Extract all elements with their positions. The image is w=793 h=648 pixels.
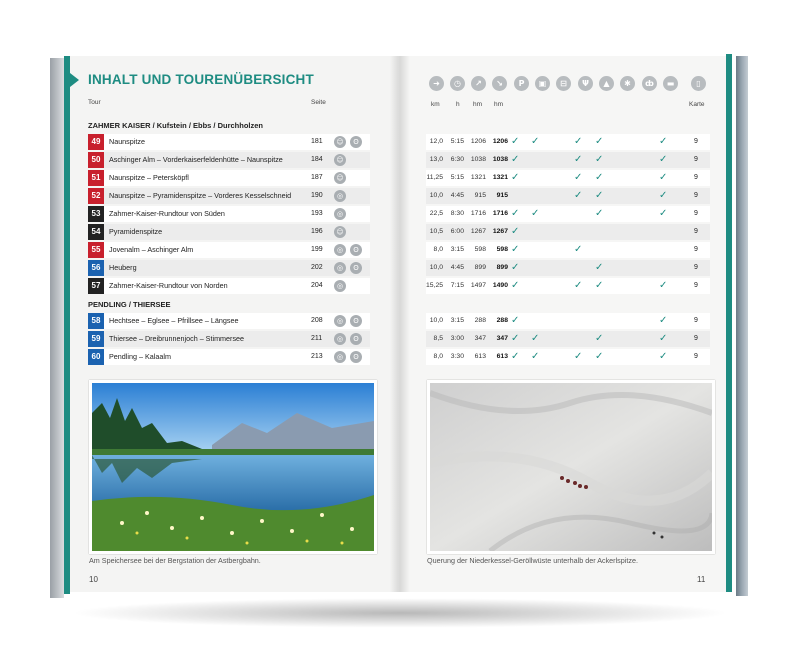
tour-km: 11,25 bbox=[426, 174, 443, 181]
tour-row bbox=[88, 224, 370, 240]
tour-page: 202 bbox=[311, 264, 323, 271]
summit-icon: ▲ bbox=[599, 76, 614, 91]
header-hm-up: hm bbox=[473, 101, 483, 108]
tour-duration: 3:30 bbox=[450, 353, 464, 360]
circle-icon: ◎ bbox=[334, 333, 346, 345]
tour-ascent: 899 bbox=[474, 264, 486, 271]
tour-row-data bbox=[426, 206, 710, 222]
snowflake-icon: ✱ bbox=[620, 76, 635, 91]
check-icon: ✓ bbox=[595, 351, 604, 362]
tour-map: 9 bbox=[694, 264, 698, 271]
tour-row bbox=[88, 206, 370, 222]
tour-row bbox=[88, 313, 370, 329]
check-icon: ✓ bbox=[511, 208, 520, 219]
section-title-2: PENDLING / THIERSEE bbox=[88, 300, 171, 309]
child-icon: ☺ bbox=[334, 154, 346, 166]
tour-km: 8,5 bbox=[433, 335, 443, 342]
tour-name: Heuberg bbox=[109, 263, 137, 272]
tour-page: 193 bbox=[311, 210, 323, 217]
circle-icon: ◎ bbox=[334, 280, 346, 292]
child-icon: ☺ bbox=[334, 136, 346, 148]
tour-descent: 288 bbox=[496, 317, 508, 324]
tour-page: 199 bbox=[311, 246, 323, 253]
tour-name: Naunspitze bbox=[109, 137, 145, 146]
tour-map: 9 bbox=[694, 210, 698, 217]
check-icon: ✓ bbox=[511, 244, 520, 255]
tour-descent: 1267 bbox=[492, 228, 508, 235]
check-icon: ✓ bbox=[574, 190, 583, 201]
check-icon: ✓ bbox=[574, 351, 583, 362]
check-icon: ✓ bbox=[511, 315, 520, 326]
tour-name: Zahmer-Kaiser-Rundtour von Süden bbox=[109, 209, 225, 218]
tour-number: 57 bbox=[88, 278, 104, 294]
tour-row bbox=[88, 278, 370, 294]
tour-name: Naunspitze – Petersköpfl bbox=[109, 173, 189, 182]
tour-row-data bbox=[426, 349, 710, 365]
circle-icon: ◎ bbox=[334, 351, 346, 363]
tour-row bbox=[88, 242, 370, 258]
tour-row-data bbox=[426, 313, 710, 329]
book-shadow bbox=[70, 598, 730, 628]
check-icon: ✓ bbox=[659, 136, 668, 147]
check-icon: ✓ bbox=[531, 136, 540, 147]
check-icon: ✓ bbox=[511, 226, 520, 237]
circle-icon: ◎ bbox=[334, 262, 346, 274]
check-icon: ✓ bbox=[574, 244, 583, 255]
tour-km: 13,0 bbox=[429, 156, 443, 163]
tour-duration: 4:45 bbox=[450, 192, 464, 199]
tour-number: 54 bbox=[88, 224, 104, 240]
tour-map: 9 bbox=[694, 138, 698, 145]
tour-row-data bbox=[426, 170, 710, 186]
check-icon: ✓ bbox=[595, 154, 604, 165]
tour-page: 196 bbox=[311, 228, 323, 235]
tour-number: 52 bbox=[88, 188, 104, 204]
bear-icon: ʘ bbox=[350, 244, 362, 256]
tour-descent: 899 bbox=[496, 264, 508, 271]
tour-page: 208 bbox=[311, 317, 323, 324]
bear-icon: ʘ bbox=[350, 315, 362, 327]
tour-duration: 5:15 bbox=[450, 138, 464, 145]
tour-row-data bbox=[426, 260, 710, 276]
clock-icon: ◷ bbox=[450, 76, 465, 91]
ascent-icon: ↗ bbox=[471, 76, 486, 91]
tour-number: 55 bbox=[88, 242, 104, 258]
tour-page: 190 bbox=[311, 192, 323, 199]
tour-km: 12,0 bbox=[429, 138, 443, 145]
tour-name: Jovenalm – Aschinger Alm bbox=[109, 245, 194, 254]
bear-icon: ʘ bbox=[350, 262, 362, 274]
bus-icon: ▣ bbox=[535, 76, 550, 91]
check-icon: ✓ bbox=[511, 154, 520, 165]
check-icon: ✓ bbox=[659, 154, 668, 165]
tour-map: 9 bbox=[694, 192, 698, 199]
tour-duration: 5:15 bbox=[450, 174, 464, 181]
tour-ascent: 1267 bbox=[470, 228, 486, 235]
circle-icon: ◎ bbox=[334, 315, 346, 327]
check-icon: ✓ bbox=[511, 280, 520, 291]
descent-icon: ↘ bbox=[492, 76, 507, 91]
check-icon: ✓ bbox=[595, 172, 604, 183]
direction-icon: ➜ bbox=[429, 76, 444, 91]
tour-descent: 1038 bbox=[492, 156, 508, 163]
child-icon: ☺ bbox=[334, 226, 346, 238]
tour-ascent: 1206 bbox=[470, 138, 486, 145]
tour-name: Zahmer-Kaiser-Rundtour von Norden bbox=[109, 281, 228, 290]
child-icon: ☺ bbox=[334, 172, 346, 184]
tour-number: 58 bbox=[88, 313, 104, 329]
tour-row bbox=[88, 170, 370, 186]
circle-icon: ◎ bbox=[334, 244, 346, 256]
check-icon: ✓ bbox=[595, 262, 604, 273]
teal-margin-right bbox=[726, 54, 732, 592]
book-gutter bbox=[390, 56, 410, 592]
tour-map: 9 bbox=[694, 156, 698, 163]
tour-descent: 613 bbox=[496, 353, 508, 360]
check-icon: ✓ bbox=[574, 136, 583, 147]
check-icon: ✓ bbox=[595, 208, 604, 219]
tour-page: 213 bbox=[311, 353, 323, 360]
parking-icon: P bbox=[514, 76, 529, 91]
tour-row bbox=[88, 188, 370, 204]
tour-number: 51 bbox=[88, 170, 104, 186]
tour-name: Pyramidenspitze bbox=[109, 227, 163, 236]
tour-descent: 1716 bbox=[492, 210, 508, 217]
page-number-left: 10 bbox=[89, 575, 98, 584]
check-icon: ✓ bbox=[595, 280, 604, 291]
tour-map: 9 bbox=[694, 335, 698, 342]
tour-row bbox=[88, 134, 370, 150]
check-icon: ✓ bbox=[659, 315, 668, 326]
check-icon: ✓ bbox=[511, 262, 520, 273]
tour-page: 211 bbox=[311, 335, 323, 342]
check-icon: ✓ bbox=[659, 351, 668, 362]
tour-duration: 7:15 bbox=[450, 282, 464, 289]
tour-ascent: 1716 bbox=[470, 210, 486, 217]
check-icon: ✓ bbox=[595, 136, 604, 147]
tour-descent: 915 bbox=[496, 192, 508, 199]
check-icon: ✓ bbox=[574, 154, 583, 165]
tour-row-data bbox=[426, 134, 710, 150]
bike-icon: ȸ bbox=[642, 76, 657, 91]
tour-descent: 1321 bbox=[492, 174, 508, 181]
tour-number: 60 bbox=[88, 349, 104, 365]
tour-name: Hechtsee – Eglsee – Pfrillsee – Längsee bbox=[109, 316, 239, 325]
check-icon: ✓ bbox=[595, 333, 604, 344]
tour-page: 204 bbox=[311, 282, 323, 289]
tour-number: 53 bbox=[88, 206, 104, 222]
header-seite: Seite bbox=[311, 99, 326, 106]
title-arrow-icon bbox=[70, 73, 79, 87]
header-h: h bbox=[456, 101, 460, 108]
tour-duration: 6:00 bbox=[450, 228, 464, 235]
tour-descent: 598 bbox=[496, 246, 508, 253]
page-title: INHALT UND TOURENÜBERSICHT bbox=[88, 72, 314, 87]
tour-km: 15,25 bbox=[426, 282, 444, 289]
check-icon: ✓ bbox=[574, 280, 583, 291]
tour-map: 9 bbox=[694, 174, 698, 181]
tour-duration: 4:45 bbox=[450, 264, 464, 271]
tour-km: 22,5 bbox=[429, 210, 443, 217]
tour-ascent: 1321 bbox=[470, 174, 486, 181]
bear-icon: ʘ bbox=[350, 136, 362, 148]
restaurant-icon: Ψ bbox=[578, 76, 593, 91]
tour-descent: 347 bbox=[496, 335, 508, 342]
tour-ascent: 598 bbox=[474, 246, 486, 253]
check-icon: ✓ bbox=[659, 280, 668, 291]
tour-map: 9 bbox=[694, 353, 698, 360]
tour-map: 9 bbox=[694, 246, 698, 253]
tour-ascent: 1038 bbox=[470, 156, 486, 163]
tour-name: Aschinger Alm – Vorderkaiserfeldenhütte – Naunspitze bbox=[109, 155, 283, 164]
train-icon: ▬ bbox=[663, 76, 678, 91]
header-km: km bbox=[431, 101, 440, 108]
tour-ascent: 347 bbox=[474, 335, 486, 342]
tour-ascent: 915 bbox=[474, 192, 486, 199]
tour-duration: 6:30 bbox=[450, 156, 464, 163]
circle-icon: ◎ bbox=[334, 208, 346, 220]
check-icon: ✓ bbox=[531, 208, 540, 219]
tour-name: Pendling – Kalaalm bbox=[109, 352, 171, 361]
check-icon: ✓ bbox=[659, 208, 668, 219]
tour-km: 10,5 bbox=[429, 228, 443, 235]
tour-map: 9 bbox=[694, 317, 698, 324]
tour-row bbox=[88, 349, 370, 365]
tour-ascent: 288 bbox=[474, 317, 486, 324]
tour-ascent: 1497 bbox=[470, 282, 486, 289]
tour-page: 184 bbox=[311, 156, 323, 163]
tour-row bbox=[88, 152, 370, 168]
tour-number: 49 bbox=[88, 134, 104, 150]
tour-name: Thiersee – Dreibrunnenjoch – Stimmersee bbox=[109, 334, 245, 343]
tour-number: 59 bbox=[88, 331, 104, 347]
book-edge-right bbox=[736, 56, 748, 596]
tour-map: 9 bbox=[694, 282, 698, 289]
caption-right: Querung der Niederkessel-Geröllwüste unterhalb der Ackerlspitze. bbox=[427, 556, 638, 565]
check-icon: ✓ bbox=[511, 351, 520, 362]
book-edge-left bbox=[50, 58, 64, 598]
check-icon: ✓ bbox=[511, 333, 520, 344]
tour-duration: 3:00 bbox=[450, 335, 464, 342]
check-icon: ✓ bbox=[574, 172, 583, 183]
bear-icon: ʘ bbox=[350, 333, 362, 345]
tour-duration: 3:15 bbox=[450, 246, 464, 253]
tour-page: 181 bbox=[311, 138, 323, 145]
check-icon: ✓ bbox=[511, 136, 520, 147]
tour-row-data bbox=[426, 152, 710, 168]
tour-row-data bbox=[426, 331, 710, 347]
tour-descent: 1490 bbox=[492, 282, 508, 289]
tour-row bbox=[88, 331, 370, 347]
caption-left: Am Speichersee bei der Bergstation der Astbergbahn. bbox=[89, 556, 261, 565]
tour-km: 10,0 bbox=[429, 317, 443, 324]
check-icon: ✓ bbox=[531, 351, 540, 362]
tour-km: 8,0 bbox=[433, 353, 443, 360]
tour-number: 56 bbox=[88, 260, 104, 276]
tour-row bbox=[88, 260, 370, 276]
tour-km: 10,0 bbox=[429, 192, 443, 199]
tour-page: 187 bbox=[311, 174, 323, 181]
map-icon: ▯ bbox=[691, 76, 706, 91]
tour-descent: 1206 bbox=[492, 138, 508, 145]
check-icon: ✓ bbox=[659, 333, 668, 344]
tour-row-data bbox=[426, 188, 710, 204]
tour-number: 50 bbox=[88, 152, 104, 168]
check-icon: ✓ bbox=[659, 190, 668, 201]
check-icon: ✓ bbox=[531, 333, 540, 344]
header-hm-down: hm bbox=[494, 101, 504, 108]
tour-km: 8,0 bbox=[433, 246, 443, 253]
tour-km: 10,0 bbox=[429, 264, 443, 271]
tour-row-data bbox=[426, 242, 710, 258]
tour-row-data bbox=[426, 278, 710, 294]
page-number-right: 11 bbox=[697, 575, 706, 584]
tour-name: Naunspitze – Pyramidenspitze – Vorderes Kesselschneid bbox=[109, 191, 292, 200]
check-icon: ✓ bbox=[659, 172, 668, 183]
tour-duration: 8:30 bbox=[450, 210, 464, 217]
check-icon: ✓ bbox=[511, 172, 520, 183]
tour-row-data bbox=[426, 224, 710, 240]
cable-car-icon: ⊟ bbox=[556, 76, 571, 91]
header-karte: Karte bbox=[689, 101, 705, 108]
photo-lake bbox=[89, 380, 377, 554]
photo-scree bbox=[427, 380, 715, 554]
bear-icon: ʘ bbox=[350, 351, 362, 363]
tour-map: 9 bbox=[694, 228, 698, 235]
tour-duration: 3:15 bbox=[450, 317, 464, 324]
section-title-1: ZAHMER KAISER / Kufstein / Ebbs / Durchholzen bbox=[88, 121, 264, 130]
circle-icon: ◎ bbox=[334, 190, 346, 202]
check-icon: ✓ bbox=[595, 190, 604, 201]
header-tour: Tour bbox=[88, 99, 101, 106]
tour-ascent: 613 bbox=[474, 353, 486, 360]
